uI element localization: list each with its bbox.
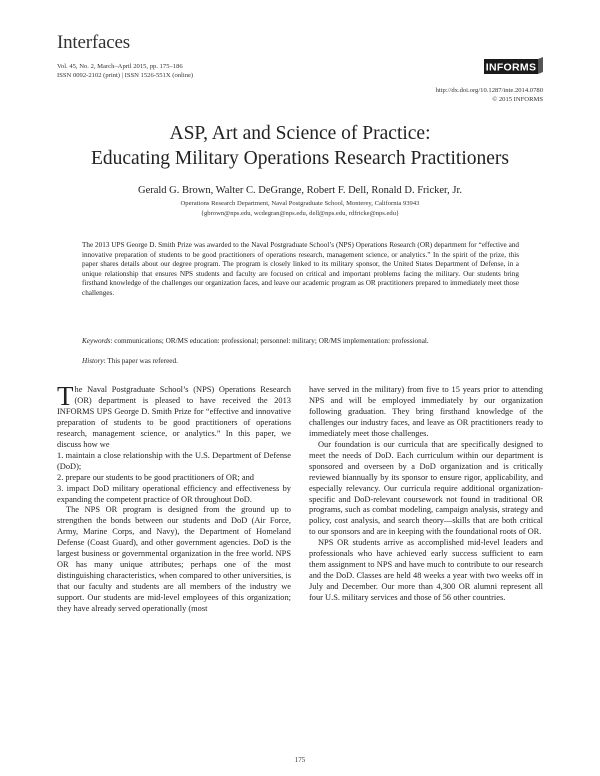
keywords	[82, 337, 519, 347]
history-label: History	[82, 357, 104, 365]
issn-line: ISSN 0092-2102 (print) | ISSN 1526-551X (online)	[57, 72, 194, 79]
list-item: 2. prepare our students to be good practitioners of OR; and	[57, 472, 254, 482]
history	[82, 357, 519, 367]
author-emails: {gbrown@nps.edu, wcdegran@nps.edu, dell@nps.edu, rdfricke@nps.edu}	[200, 209, 400, 217]
body-column-right	[309, 385, 543, 604]
title-line-1: ASP, Art and Science of Practice:	[169, 123, 431, 144]
abstract: The 2013 UPS George D. Smith Prize was awarded to the Naval Postgraduate School’s (NPS) Operations Research (OR) department for “effective and innovative preparation of students to be good practitioners of operations research, management science, or analytics.” In the spirit of the prize, this paper shares details about our degree program. The program is closely linked to its military sponsor, the United States Department of Defense, in a unique relationship that ensures NPS students and faculty are focused on critical and important problems facing the military. Our students bring firsthand knowledge of the challenges our organization faces, and leave our academic program as OR practitioners prepared to immediately meet those challenges.	[82, 241, 519, 297]
paragraph: The NPS OR program is designed from the ground up to strengthen the bonds between our students and DoD (Air Force, Army, Marine Corps, and Navy), the Department of Homeland Defense (Coast Guard), and other government agencies. DoD is the largest business or governmental organization in the free world. NPS OR has many unique attributes; perhaps one of the most distinguishing characteristics, when compared to other universities, is that our faculty and students are all members of the industry we support. Our students are mid-level employees of this organization; they have already served operationally (most	[57, 505, 291, 614]
keywords-label: Keywords	[82, 337, 111, 345]
paragraph: NPS OR students arrive as accomplished mid-level leaders and professionals who have achieved early success sufficient to earn them assignment to NPS and have much to contribute to our research and the DoD. Classes are held 48 weeks a year with two weeks off in July and December. Our more than 4,300 OR alumni represent all four U.S. military services and those of 56 other countries.	[309, 538, 543, 603]
drop-cap: T	[57, 381, 74, 411]
authors: Gerald G. Brown, Walter C. DeGrange, Robert F. Dell, Ronald D. Fricker, Jr.	[137, 185, 462, 196]
informs-logo	[484, 57, 544, 77]
volume-line: Vol. 45, No. 2, March–April 2015, pp. 175–186	[57, 63, 183, 70]
doi-link[interactable]: http://dx.doi.org/10.1287/inte.2014.0780	[435, 87, 543, 94]
list-item: 1. maintain a close relationship with the U.S. Department of Defense (DoD);	[57, 450, 291, 471]
copyright: © 2015 INFORMS	[492, 96, 543, 103]
body-column-left	[57, 381, 291, 615]
doi-block	[436, 86, 543, 104]
page-number: 175	[294, 756, 306, 764]
affiliation: Operations Research Department, Naval Postgraduate School, Monterey, California 93943	[180, 200, 420, 207]
journal-name: Interfaces	[57, 32, 130, 53]
list-item: 3. impact DoD military operational efficiency and effectiveness by expanding the competent practice of OR throughout DoD.	[57, 483, 291, 504]
keywords-text: : communications; OR/MS education: professional; personnel: military; OR/MS implementation: professional.	[110, 337, 429, 345]
paragraph: Our foundation is our curricula that are specifically designed to meet the needs of DoD. Each curriculum within our department is sponsored and overseen by a DoD organization and is critically reviewed biannually by its sponsor to ensure rigor, applicability, and especially relevancy. Our curricula require additional organization-specific and DoD-relevant coursework not found in traditional OR programs, such as combat modeling, campaign analysis, strategy and policy, cost analysis, and search theory—skills that are both critical to our sponsors and are in keeping with the foundational roots of OR.	[309, 439, 543, 537]
journal-meta	[57, 62, 193, 80]
paragraph: have served in the military) from five to 15 years prior to attending NPS and will be employed immediately by our organization following graduation. They bring firsthand knowledge of the challenges our industry faces, and leave as OR practitioners ready to immediately meet those challenges.	[309, 385, 543, 438]
intro-paragraph: The Naval Postgraduate School’s (NPS) Operations Research (OR) department is pleased to have received the 2013 INFORMS UPS George D. Smith Prize for “effective and innovative preparation of students to be good practitioners of operations research, management science, or analytics.” In this paper, we discuss how we	[57, 381, 291, 449]
paper-title	[0, 121, 600, 171]
logo-text: INFORMS	[485, 61, 537, 74]
affiliation-block	[0, 199, 600, 218]
title-line-2: Educating Military Operations Research Practitioners	[90, 148, 510, 169]
history-text: : This paper was refereed.	[103, 357, 178, 365]
